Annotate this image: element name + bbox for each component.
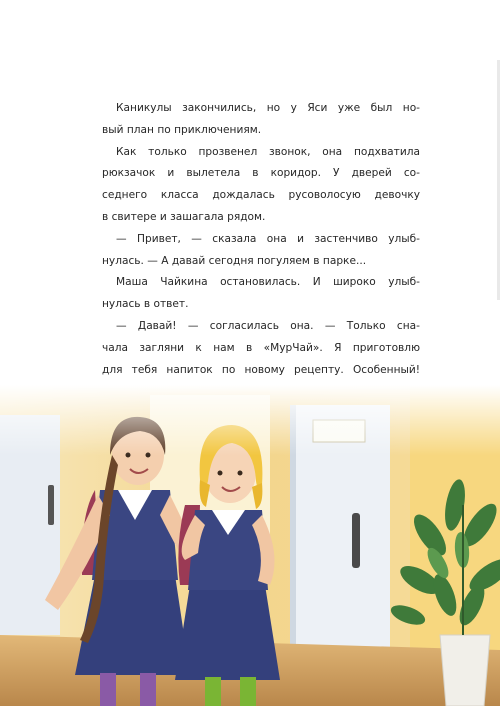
illustration bbox=[0, 385, 500, 706]
paragraph-4 bbox=[102, 272, 420, 316]
text-line: нулась. — А давай сегодня погуляем в парке... bbox=[102, 254, 367, 267]
text-line: Каникулы закончились, но у Яси уже был но- bbox=[116, 102, 420, 114]
text-line: — Давай! — согласилась она. — Только сна- bbox=[116, 319, 420, 332]
text-line: чала загляни к нам в «МурЧай». Я приготовлю bbox=[102, 341, 420, 354]
text-line: нулась в ответ. bbox=[102, 298, 189, 311]
text-line: в свитере и зашагала рядом. bbox=[102, 210, 266, 223]
paragraph-1 bbox=[102, 98, 420, 142]
text-line: седнего класса дождалась русоволосую девочку bbox=[102, 189, 420, 202]
story-text bbox=[102, 98, 420, 425]
text-line: Как только прозвенел звонок, она подхватила bbox=[116, 145, 420, 158]
text-line: вый план по приключениям. bbox=[102, 123, 262, 136]
fade-overlay bbox=[0, 385, 500, 706]
paragraph-2 bbox=[102, 142, 420, 229]
text-line: Маша Чайкина остановилась. И широко улыб- bbox=[116, 276, 420, 289]
text-line: для тебя напиток по новому рецепту. Особенный! bbox=[102, 363, 420, 376]
text-line: — Привет, — сказала она и застенчиво улыб- bbox=[116, 232, 420, 245]
text-line: рюкзачок и вылетела в коридор. У дверей со- bbox=[102, 167, 420, 180]
paragraph-3 bbox=[102, 229, 420, 273]
